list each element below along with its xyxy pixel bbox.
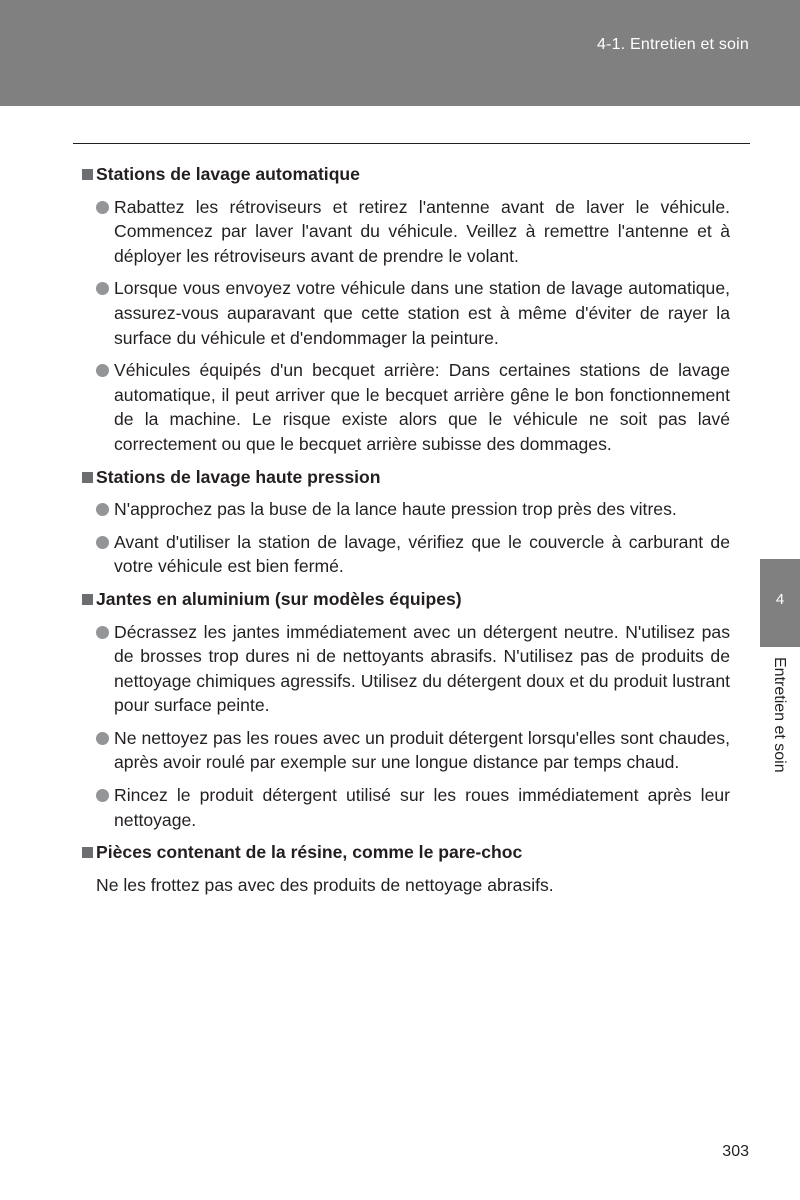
list-item-text: Lorsque vous envoyez votre véhicule dans une station de lavage automatique, assurez-vous auparavant que cette station est à même d'éviter de rayer la surface du véhicule et d'endommager la peinture. <box>114 278 730 348</box>
list-item-text: Rincez le produit détergent utilisé sur les roues immédiatement après leur nettoyage. <box>114 785 730 830</box>
header-rule <box>73 143 750 144</box>
list-item <box>80 620 730 718</box>
list-item <box>80 358 730 456</box>
list-item-text: Décrassez les jantes immédiatement avec un détergent neutre. N'utilisez pas de brosses trop dures ni de nettoyants abrasifs. N'utilisez pas de produits de nettoyage chimiques agressifs. Utilisez du détergent doux et du produit lustrant pour surface peinte. <box>114 621 730 716</box>
square-bullet-icon <box>82 169 93 180</box>
chapter-number: 4 <box>775 591 785 608</box>
page-content <box>80 162 730 905</box>
section-resin-parts <box>80 840 730 897</box>
section-heading <box>80 465 730 490</box>
list-item-text: Véhicules équipés d'un becquet arrière: Dans certaines stations de lavage automatique, il peut arriver que le becquet arrière gêne le bon fonctionnement de la machine. Le risque existe alors que le véhicule ne soit pas lavé correctement ou que le becquet arrière subisse des dommages. <box>114 360 730 454</box>
section-heading <box>80 587 730 612</box>
section-heading-text: Jantes en aluminium (sur modèles équipes) <box>96 588 462 609</box>
list-item <box>80 530 730 579</box>
running-head: 4-1. Entretien et soin <box>596 36 749 53</box>
section-heading-text: Pièces contenant de la résine, comme le pare-choc <box>96 842 523 863</box>
list-item <box>80 195 730 269</box>
section-heading <box>80 162 730 187</box>
circle-bullet-icon <box>96 364 109 377</box>
chapter-label: Entretien et soin <box>771 657 788 773</box>
page-number: 303 <box>722 1143 749 1160</box>
square-bullet-icon <box>82 847 93 858</box>
list-item <box>80 783 730 832</box>
circle-bullet-icon <box>96 282 109 295</box>
list-item <box>80 276 730 350</box>
section-automatic-wash <box>80 162 730 457</box>
section-heading-text: Stations de lavage automatique <box>96 164 360 184</box>
circle-bullet-icon <box>96 789 109 802</box>
circle-bullet-icon <box>96 503 109 516</box>
square-bullet-icon <box>82 472 93 483</box>
circle-bullet-icon <box>96 626 109 639</box>
list-item-text: N'approchez pas la buse de la lance haute pression trop près des vitres. <box>114 499 677 520</box>
circle-bullet-icon <box>96 536 109 549</box>
circle-bullet-icon <box>96 201 109 214</box>
list-item-text: Avant d'utiliser la station de lavage, vérifiez que le couvercle à carburant de votre véhicule est bien fermé. <box>114 531 730 577</box>
section-heading-text: Stations de lavage haute pression <box>96 466 381 487</box>
section-heading <box>80 840 730 865</box>
section-aluminium-wheels <box>80 587 730 832</box>
section-paragraph: Ne les frottez pas avec des produits de nettoyage abrasifs. <box>96 874 554 895</box>
list-item-text: Rabattez les rétroviseurs et retirez l'antenne avant de laver le véhicule. Commencez par laver l'avant du véhicule. Veillez à remettre l'antenne et à déployer les rétroviseurs avant de prendre le volant. <box>114 196 730 266</box>
list-item-text: Ne nettoyez pas les roues avec un produit détergent lorsqu'elles sont chaudes, après avoir roulé par exemple sur une longue distance par temps chaud. <box>114 727 730 773</box>
square-bullet-icon <box>82 594 93 605</box>
circle-bullet-icon <box>96 732 109 745</box>
section-high-pressure-wash <box>80 465 730 579</box>
list-item <box>80 726 730 775</box>
chapter-tab <box>760 559 800 647</box>
list-item <box>80 497 730 522</box>
header-band <box>0 0 800 106</box>
